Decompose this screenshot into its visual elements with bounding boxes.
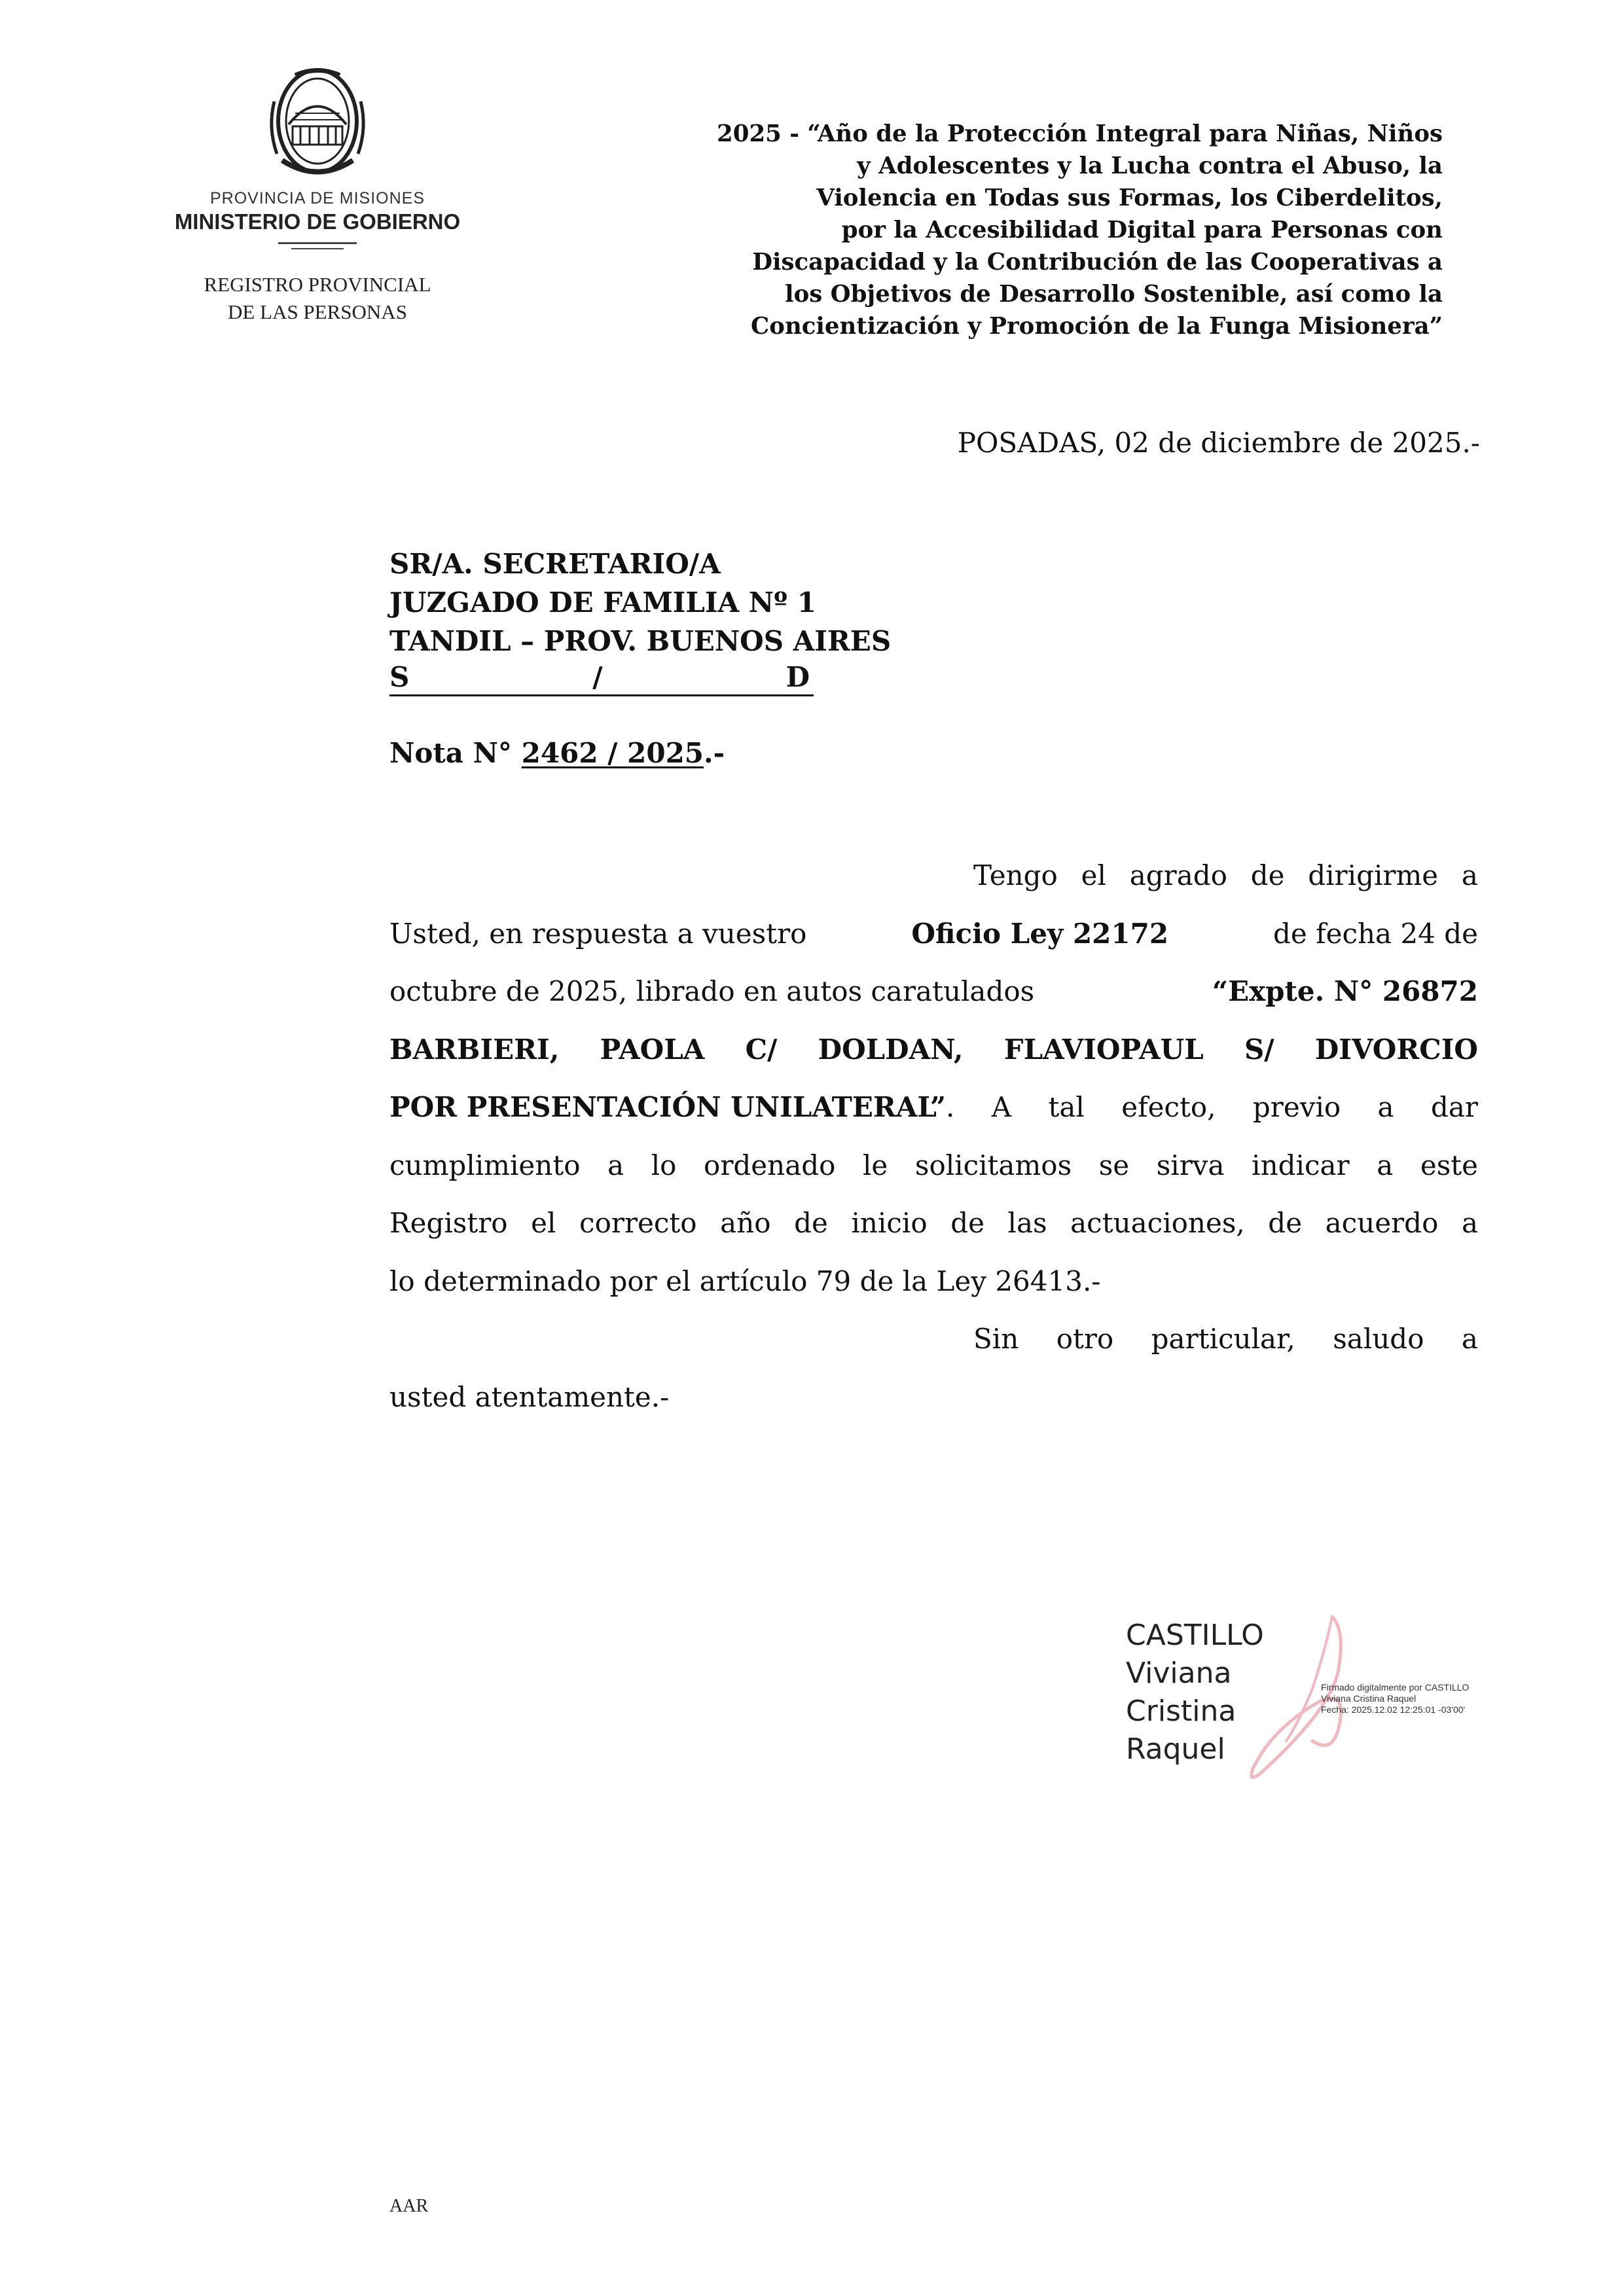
- year-motto: [559, 118, 1443, 342]
- digital-signature: [1126, 1617, 1532, 1787]
- body-line-7: [389, 1194, 1478, 1253]
- body-line-2: [389, 905, 1478, 963]
- signer-name-line: Cristina: [1126, 1695, 1236, 1728]
- note-number-value: 2462 / 2025: [521, 737, 704, 769]
- registry-name-line1: REGISTRO PROVINCIAL: [204, 273, 431, 296]
- sd-s: S: [389, 661, 410, 693]
- body-text: lo determinado por el artículo 79 de la Ley 26413.-: [389, 1265, 1101, 1297]
- body-word: particular,: [1151, 1323, 1295, 1355]
- signer-name-line: Viviana: [1126, 1657, 1232, 1690]
- signer-name-line: CASTILLO: [1126, 1619, 1264, 1652]
- signer-name-line: Raquel: [1126, 1732, 1225, 1766]
- motto-line: Concientización y Promoción de la Funga Misionera”: [751, 313, 1443, 340]
- signer-name: [1126, 1617, 1264, 1768]
- sd-slash: /: [592, 661, 603, 693]
- body-word: Sin: [973, 1323, 1019, 1355]
- addressee-line3: TANDIL – PROV. BUENOS AIRES: [389, 625, 892, 657]
- case-title-word: S/: [1244, 1033, 1274, 1066]
- motto-line: por la Accesibilidad Digital para Personas con: [841, 217, 1443, 243]
- body-text: de fecha 24 de: [1272, 917, 1478, 950]
- case-title-word: BARBIERI,: [389, 1033, 560, 1066]
- note-label: Nota N°: [389, 737, 513, 769]
- provincial-coat-of-arms-icon: [262, 62, 372, 187]
- body-word: agrado: [1129, 859, 1227, 891]
- body-line-8: [389, 1253, 1478, 1311]
- body-text: octubre de 2025, librado en autos caratulados: [389, 975, 1035, 1007]
- body-line-6: [389, 1137, 1478, 1195]
- author-initials: AAR: [389, 2196, 429, 2216]
- su-despacho-line: [389, 660, 814, 696]
- motto-line: Discapacidad y la Contribución de las Cooperativas a: [752, 249, 1443, 276]
- addressee-line1: SR/A. SECRETARIO/A: [389, 548, 721, 580]
- body-line-9: [973, 1310, 1478, 1369]
- addressee-block: [389, 545, 891, 696]
- sd-d: D: [785, 661, 810, 693]
- case-number: “Expte. N° 26872: [1212, 975, 1478, 1007]
- body-word: Tengo: [973, 859, 1058, 891]
- body-text: . A tal efecto, previo a dar: [946, 1091, 1478, 1123]
- body-word: el: [1081, 859, 1106, 891]
- ministry-logo: [164, 62, 471, 324]
- body-word: saludo: [1333, 1323, 1424, 1355]
- motto-line: los Objetivos de Desarrollo Sostenible, así como la: [785, 281, 1443, 308]
- body-line-3: [389, 963, 1478, 1021]
- signature-date: Fecha: 2025.12.02 12:25:01 -03'00': [1321, 1704, 1466, 1715]
- logo-divider-short: [291, 248, 344, 249]
- registry-name-line2: DE LAS PERSONAS: [228, 300, 407, 323]
- case-title-word: DOLDAN,: [818, 1033, 964, 1066]
- body-line-10: [389, 1369, 1478, 1427]
- addressee-line2: JUZGADO DE FAMILIA Nº 1: [389, 586, 817, 619]
- signature-details: [1321, 1682, 1469, 1715]
- body-line-1: [973, 847, 1478, 905]
- body-text: usted atentamente.-: [389, 1380, 670, 1413]
- case-title-word: FLAVIOPAUL: [1003, 1033, 1204, 1066]
- body-word: de: [1250, 859, 1285, 891]
- logo-divider: [278, 242, 357, 244]
- motto-line: Violencia en Todas sus Formas, los Ciberdelitos,: [816, 185, 1443, 211]
- body-word: a: [1461, 1323, 1478, 1355]
- letter-date: POSADAS, 02 de diciembre de 2025.-: [957, 427, 1480, 459]
- signature-detail-line: Firmado digitalmente por CASTILLO: [1321, 1682, 1470, 1693]
- motto-line: 2025 - “Año de la Protección Integral para Niñas, Niños: [717, 120, 1443, 147]
- oficio-reference: Oficio Ley 22172: [911, 917, 1169, 950]
- logo-province-text: PROVINCIA DE MISIONES: [209, 189, 425, 207]
- body-word: dirigirme: [1308, 859, 1439, 891]
- body-text: cumplimiento a lo ordenado le solicitamos se sirva indicar a este: [389, 1149, 1478, 1181]
- body-text: Usted, en respuesta a vuestro: [389, 917, 807, 950]
- body-line-5: [389, 1079, 1478, 1137]
- note-suffix: .-: [704, 737, 725, 769]
- case-title-word: DIVORCIO: [1314, 1033, 1478, 1066]
- note-number: [389, 737, 725, 769]
- letter-body: [389, 847, 1478, 1426]
- signature-detail-line: Viviana Cristina Raquel: [1321, 1693, 1416, 1704]
- case-title: [389, 1021, 1478, 1079]
- body-text: Registro el correcto año de inicio de las actuaciones, de acuerdo a: [389, 1207, 1478, 1239]
- motto-line: y Adolescentes y la Lucha contra el Abuso, la: [857, 152, 1443, 179]
- case-title-word: C/: [745, 1033, 778, 1066]
- body-word: otro: [1056, 1323, 1114, 1355]
- logo-ministry-text: MINISTERIO DE GOBIERNO: [174, 209, 461, 234]
- body-line-4: [389, 1021, 1478, 1079]
- body-word: a: [1461, 859, 1478, 891]
- case-title-cont: POR PRESENTACIÓN UNILATERAL”: [389, 1091, 947, 1123]
- case-title-word: PAOLA: [600, 1033, 705, 1066]
